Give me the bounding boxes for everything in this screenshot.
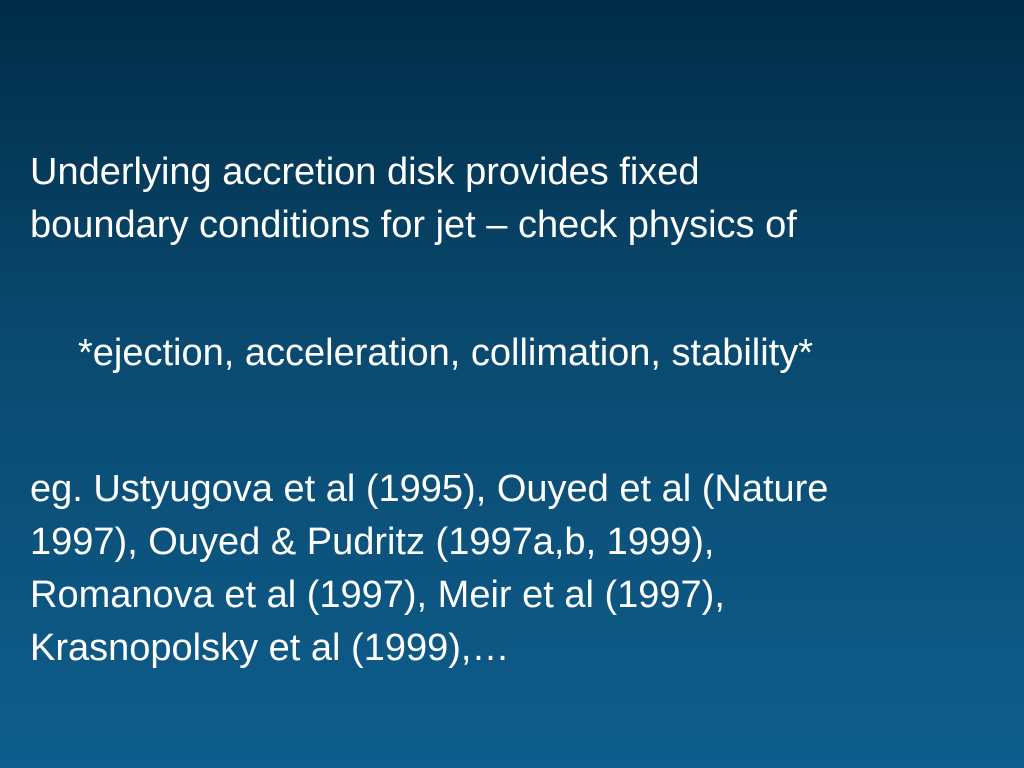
paragraph-physics-list [30, 327, 1024, 380]
paragraph-references [30, 463, 1024, 675]
text-line: *ejection, acceleration, collimation, stability* [78, 332, 814, 374]
text-line: Underlying accretion disk provides fixed [30, 151, 700, 193]
text-line: Krasnopolsky et al (1999),… [30, 627, 510, 669]
text-line: Romanova et al (1997), Meir et al (1997), [30, 574, 725, 616]
text-line: boundary conditions for jet – check physics of [30, 204, 797, 246]
text-line: 1997), Ouyed & Pudritz (1997a,b, 1999), [30, 521, 715, 563]
paragraph-disk-boundary-conditions [30, 146, 1024, 252]
text-line: eg. Ustyugova et al (1995), Ouyed et al (Nature [30, 468, 829, 510]
